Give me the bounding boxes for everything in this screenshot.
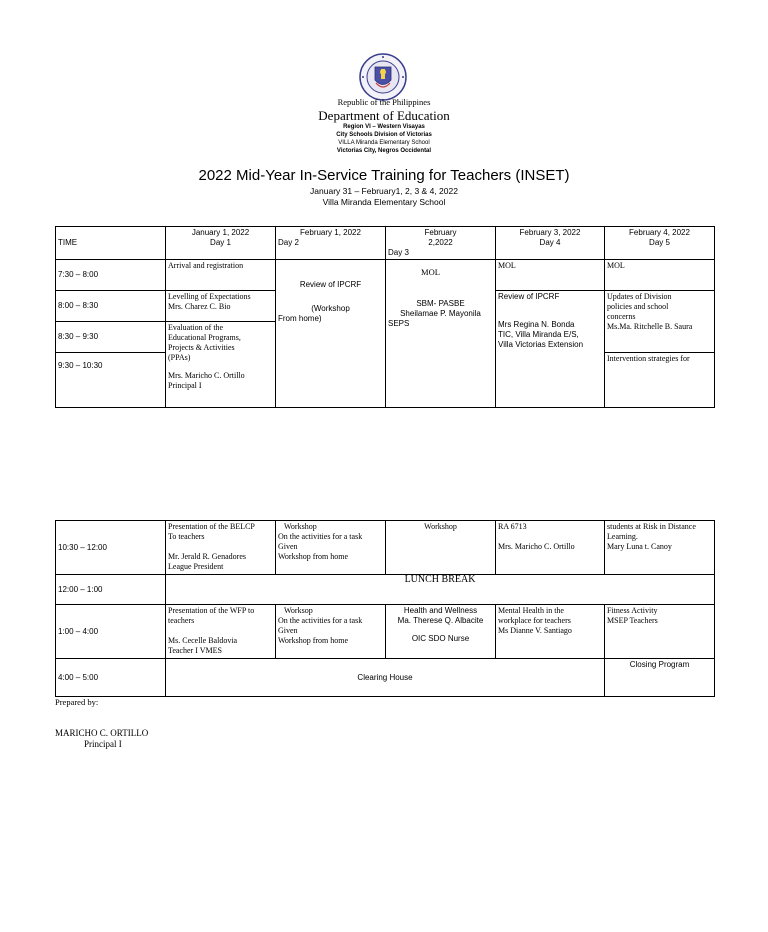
day2-worksop-3: Given <box>278 626 298 635</box>
prepared-by-label: Prepared by: <box>55 697 99 707</box>
day2-workshop-2: On the activities for a task <box>278 532 363 541</box>
day1-eval-title: Principal I <box>168 381 202 390</box>
day5-policies: policies and school <box>607 302 669 311</box>
region-line: Region VI – Western Visayas <box>343 124 425 130</box>
day2-activity <box>276 521 386 575</box>
day2-date: February 1, 2022 <box>300 228 361 237</box>
day4-activity: MOL <box>496 260 605 291</box>
time-cell: 10:30 – 12:00 <box>56 521 166 575</box>
day2-worksop-4: Workshop from home <box>278 636 349 645</box>
schedule-table-morning <box>55 226 715 408</box>
day5-intervention: Intervention strategies for <box>605 353 715 408</box>
division-line: City Schools Division of Victorias <box>336 132 432 138</box>
day1-belcp-2: To teachers <box>168 532 205 541</box>
day3-mol: MOL <box>421 267 440 277</box>
day5-activity <box>605 521 715 575</box>
clearing-house: Clearing House <box>166 659 605 697</box>
day1-belcp-title: League President <box>168 562 224 571</box>
day4-date: February 3, 2022 <box>519 228 581 237</box>
day2-label: Day 2 <box>278 238 299 247</box>
day4-label: Day 4 <box>539 238 561 247</box>
table-header-row <box>56 227 715 260</box>
day4-header <box>496 227 605 260</box>
day5-learning: Learning. <box>607 532 638 541</box>
day1-activity <box>166 605 276 659</box>
signatory-position: Principal I <box>84 739 122 749</box>
day1-activity <box>166 322 276 408</box>
day3-speaker: Sheilamae P. Mayonila <box>400 309 481 318</box>
day1-wfp-2: teachers <box>168 616 195 625</box>
day3-date: February <box>424 228 457 237</box>
day3-header <box>386 227 496 260</box>
day4-extension: Villa Victorias Extension <box>498 340 584 349</box>
day3-date2: 2,2022 <box>428 238 453 247</box>
day5-fitness-2: MSEP Teachers <box>607 616 658 625</box>
day1-wfp-speaker: Ms. Cecelle Baldovia <box>168 636 238 645</box>
table-row <box>56 659 715 697</box>
day1-belcp-speaker: Mr. Jerald R. Genadores <box>168 552 246 561</box>
day2-worksop-2: On the activities for a task <box>278 616 363 625</box>
day1-wfp-title: Teacher I VMES <box>168 646 222 655</box>
day2-workshop-4: Workshop from home <box>278 552 349 561</box>
day4-mental: Mental Health in the <box>498 606 564 615</box>
closing-program: Closing Program <box>605 659 715 697</box>
time-cell: 4:00 – 5:00 <box>56 659 166 697</box>
day5-updates: Updates of Division <box>607 292 672 301</box>
day3-activity <box>386 260 496 408</box>
day1-wfp: Presentation of the WFP to <box>168 606 255 615</box>
title-dates: January 31 – February1, 2, 3 & 4, 2022 <box>310 186 458 196</box>
day3-speaker-title: SEPS <box>388 319 410 328</box>
time-cell: 9:30 – 10:30 <box>56 353 166 408</box>
day2-workshop-3: Given <box>278 542 298 551</box>
day4-ra-speaker: Mrs. Maricho C. Ortillo <box>498 542 575 551</box>
department-name: Department of Education <box>318 108 450 123</box>
table-row <box>56 521 715 575</box>
day2-activity <box>276 260 386 408</box>
day1-eval-3: Projects & Activities <box>168 343 235 352</box>
time-cell: 12:00 – 1:00 <box>56 575 166 605</box>
day5-fitness: Fitness Activity <box>607 606 658 615</box>
day4-speaker: Mrs Regina N. Bonda <box>498 320 575 329</box>
day4-activity <box>496 291 605 408</box>
day5-activity <box>605 291 715 353</box>
day5-speaker: Ms.Ma. Ritchelle B. Saura <box>607 322 693 331</box>
day4-review: Review of IPCRF <box>498 292 560 301</box>
day1-header <box>166 227 276 260</box>
day2-header <box>276 227 386 260</box>
day1-eval-speaker: Mrs. Maricho C. Ortillo <box>168 371 245 380</box>
lunch-break: LUNCH BREAK <box>166 575 715 605</box>
day1-activity <box>166 291 276 322</box>
schedule-table-afternoon <box>55 520 715 697</box>
day2-review: Review of IPCRF <box>299 280 362 289</box>
day4-mental-speaker: Ms Dianne V. Santiago <box>498 626 572 635</box>
day1-activity: Arrival and registration <box>166 260 276 291</box>
day4-ra: RA 6713 <box>498 522 527 531</box>
day3-label: Day 3 <box>388 248 409 257</box>
day5-label: Day 5 <box>649 238 670 247</box>
day3-sbm: SBM- PASBE <box>416 299 465 308</box>
day5-students: students at Risk in Distance <box>607 522 696 531</box>
city-line: Victorias City, Negros Occidental <box>336 148 432 154</box>
table-row <box>56 575 715 605</box>
day5-speaker-2: Mary Luna t. Canoy <box>607 542 672 551</box>
day1-speaker: Mrs. Charez C. Bio <box>168 302 231 311</box>
deped-seal-logo <box>359 53 407 101</box>
time-cell: 8:00 – 8:30 <box>56 291 166 322</box>
day2-workshop: Workshop <box>284 522 317 531</box>
day2-activity <box>276 605 386 659</box>
day4-activity <box>496 605 605 659</box>
day1-label: Day 1 <box>210 238 231 247</box>
day4-mental-2: workplace for teachers <box>498 616 571 625</box>
republic-line: Republic of the Philippines <box>337 97 431 107</box>
day5-header <box>605 227 715 260</box>
day3-activity: Workshop <box>386 521 496 575</box>
day4-activity <box>496 521 605 575</box>
time-cell: 8:30 – 9:30 <box>56 322 166 353</box>
page-title: 2022 Mid-Year In-Service Training for Teachers (INSET) <box>198 167 570 184</box>
day2-from-home: From home) <box>278 314 322 323</box>
day2-worksop: Worksop <box>284 606 313 615</box>
day3-activity <box>386 605 496 659</box>
day3-health: Health and Wellness <box>403 606 478 615</box>
day4-speaker-title: TIC, Villa Miranda E/S, <box>498 330 579 339</box>
day3-health-title: OIC SDO Nurse <box>411 634 470 643</box>
school-line: VILLA Miranda Elementary School <box>338 140 430 146</box>
day1-eval-2: Educational Programs, <box>168 333 241 342</box>
time-header: TIME <box>56 227 166 260</box>
day1-topic: Levelling of Expectations <box>168 292 251 301</box>
signatory-name: MARICHO C. ORTILLO <box>55 728 149 738</box>
table-row <box>56 605 715 659</box>
day5-concerns: concerns <box>607 312 636 321</box>
day3-health-speaker: Ma. Therese Q. Albacite <box>397 616 484 625</box>
day1-date: January 1, 2022 <box>191 228 250 237</box>
day1-belcp: Presentation of the BELCP <box>168 522 255 531</box>
day5-activity <box>605 605 715 659</box>
time-cell: 1:00 – 4:00 <box>56 605 166 659</box>
day1-activity <box>166 521 276 575</box>
time-cell: 7:30 – 8:00 <box>56 260 166 291</box>
day2-workshop: (Workshop <box>311 304 350 313</box>
title-venue: Villa Miranda Elementary School <box>322 197 446 207</box>
day1-eval-4: (PPAs) <box>168 353 191 362</box>
day1-eval: Evaluation of the <box>168 323 224 332</box>
day5-activity: MOL <box>605 260 715 291</box>
day5-date: February 4, 2022 <box>629 228 690 237</box>
table-row <box>56 260 715 291</box>
